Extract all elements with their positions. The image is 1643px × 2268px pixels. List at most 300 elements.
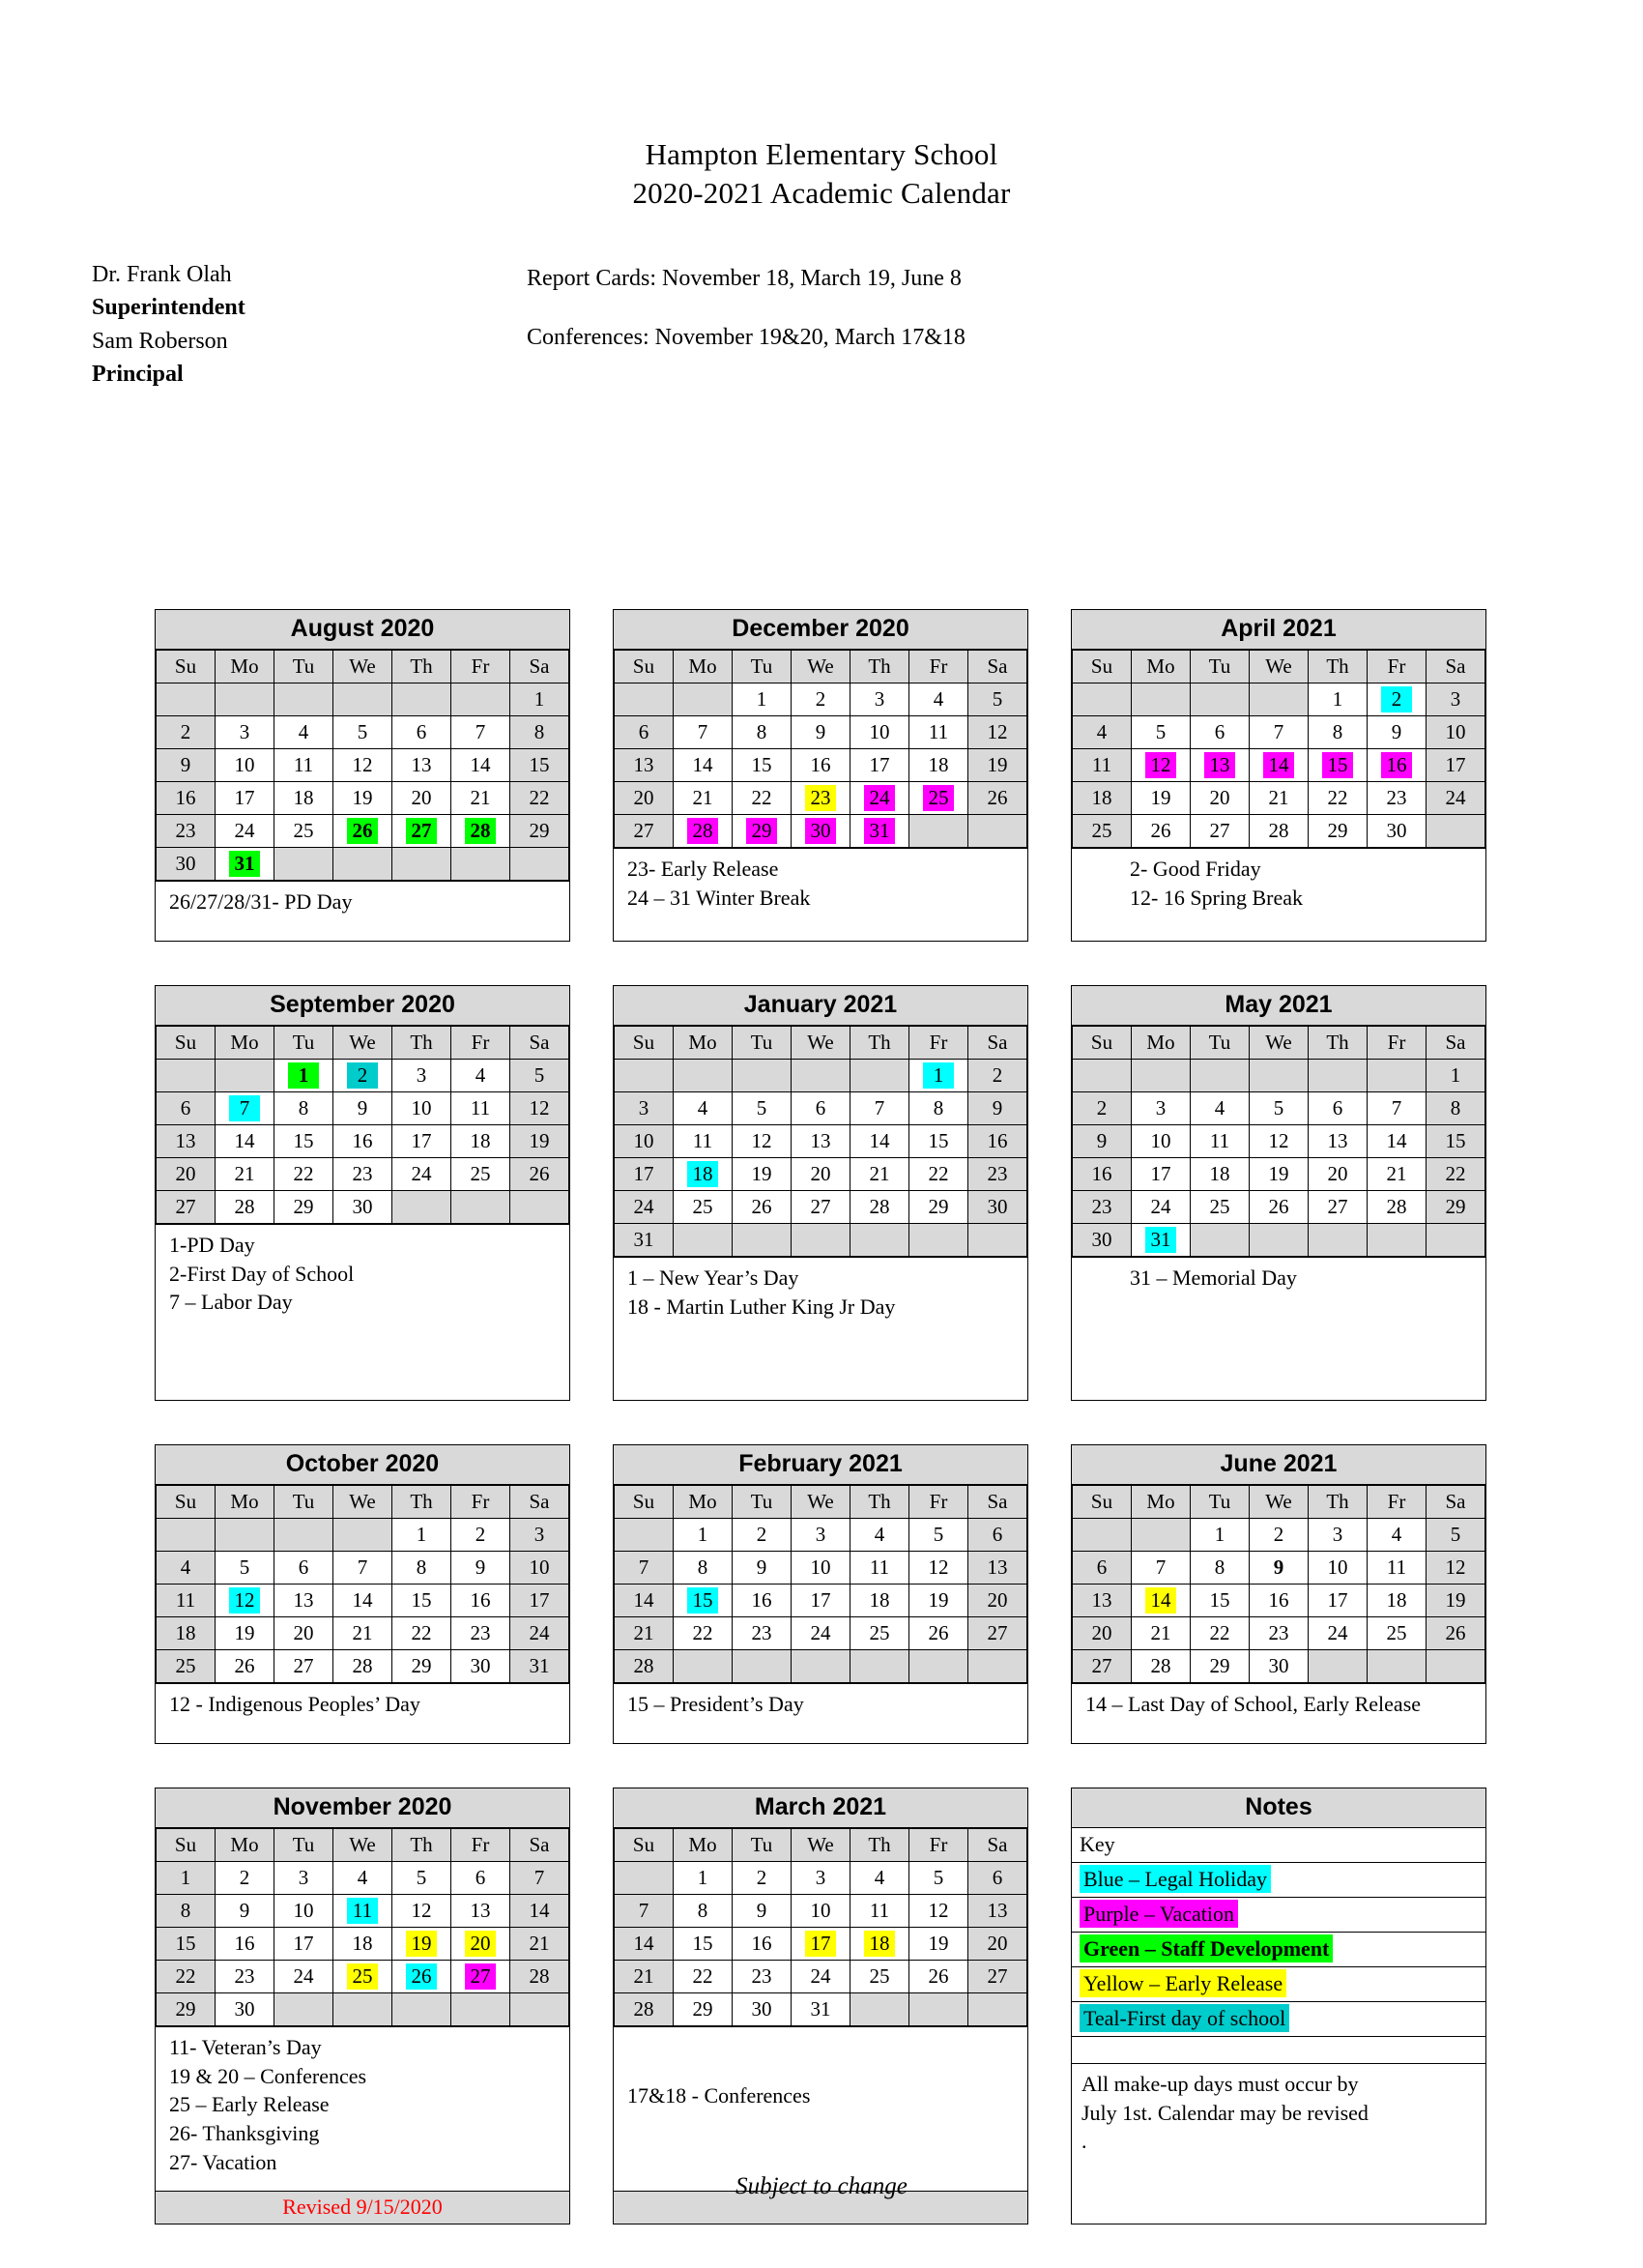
principal-title: Principal xyxy=(92,361,184,387)
day-number: 14 xyxy=(633,1932,654,1956)
weekday-header: We xyxy=(333,1027,392,1060)
day-cell xyxy=(392,1585,451,1617)
day-cell xyxy=(1427,1585,1485,1617)
day-number: 4 xyxy=(475,1063,486,1088)
day-cell-empty xyxy=(1309,1650,1368,1683)
day-number: 13 xyxy=(810,1129,831,1153)
day-cell-empty xyxy=(1132,683,1191,716)
day-cell xyxy=(392,1552,451,1585)
day-number: 14 xyxy=(869,1129,890,1153)
day-cell xyxy=(733,683,792,716)
month-note-line: 19 & 20 – Conferences xyxy=(169,2063,367,2088)
day-number: 19 xyxy=(1150,786,1171,810)
day-number: 20 xyxy=(411,786,432,810)
day-cell xyxy=(392,782,451,815)
month-block xyxy=(613,1788,1028,2224)
day-number: 22 xyxy=(529,786,550,810)
day-cell xyxy=(510,1617,569,1650)
day-number: 24 xyxy=(633,1195,654,1219)
day-number: 10 xyxy=(293,1899,314,1923)
day-number: 30 xyxy=(1268,1654,1289,1678)
day-cell-empty xyxy=(451,1993,510,2026)
month-block xyxy=(1071,609,1486,942)
month-note-line: 18 - Martin Luther King Jr Day xyxy=(627,1294,896,1319)
day-cell xyxy=(615,1961,674,1993)
day-cell xyxy=(157,1862,216,1895)
day-cell xyxy=(510,1519,569,1552)
day-cell-empty xyxy=(674,683,733,716)
month-note-line: 1-PD Day xyxy=(169,1233,255,1257)
day-number: 23 xyxy=(987,1162,1008,1186)
day-number: 21 xyxy=(470,786,491,810)
day-cell xyxy=(451,1650,510,1683)
day-number: 19 xyxy=(234,1621,255,1645)
day-cell xyxy=(1132,1650,1191,1683)
day-number: 18 xyxy=(293,786,314,810)
day-cell xyxy=(157,1617,216,1650)
day-number: 13 xyxy=(1091,1588,1112,1613)
day-number: 16 xyxy=(1268,1588,1289,1613)
notice-spacer xyxy=(527,296,966,321)
day-cell xyxy=(157,1895,216,1928)
day-number: 19 xyxy=(751,1162,772,1186)
day-cell xyxy=(1132,815,1191,848)
day-number: 25 xyxy=(1091,819,1112,843)
day-number: 7 xyxy=(638,1899,649,1923)
day-cell xyxy=(1250,749,1309,782)
day-cell-empty xyxy=(850,1060,909,1092)
day-cell xyxy=(216,815,274,848)
day-cell-empty xyxy=(510,1993,569,2026)
day-cell-empty xyxy=(792,1650,850,1683)
day-cell xyxy=(1191,1158,1250,1191)
day-cell xyxy=(1427,1519,1485,1552)
weekday-header: Su xyxy=(157,1829,216,1862)
day-number: 14 xyxy=(1263,752,1294,778)
day-cell xyxy=(615,1650,674,1683)
day-cell-empty xyxy=(510,1191,569,1224)
month-table xyxy=(1072,1485,1485,1683)
day-number: 25 xyxy=(869,1964,890,1989)
day-number: 6 xyxy=(416,720,427,744)
day-cell xyxy=(1368,1092,1427,1125)
day-cell xyxy=(451,716,510,749)
day-number: 22 xyxy=(293,1162,314,1186)
key-item xyxy=(1072,1862,1485,1897)
day-number: 30 xyxy=(751,1997,772,2021)
day-number: 7 xyxy=(475,720,486,744)
day-number: 15 xyxy=(687,1587,718,1614)
day-cell xyxy=(333,1928,392,1961)
day-cell xyxy=(1191,782,1250,815)
day-cell-empty xyxy=(674,1224,733,1257)
day-number: 12 xyxy=(1268,1129,1289,1153)
month-notes xyxy=(614,1683,1027,1743)
month-notes xyxy=(1072,848,1485,919)
day-number: 2 xyxy=(180,720,191,744)
day-cell xyxy=(615,1993,674,2026)
day-cell xyxy=(909,1060,968,1092)
day-cell xyxy=(733,1928,792,1961)
day-cell xyxy=(274,1650,333,1683)
month-block xyxy=(1071,985,1486,1401)
month-note-line: 27- Vacation xyxy=(169,2149,277,2174)
day-number: 7 xyxy=(229,1095,260,1121)
key-blank-row xyxy=(1072,2036,1485,2063)
day-cell-empty xyxy=(1132,1519,1191,1552)
day-number: 4 xyxy=(933,687,944,712)
day-cell-empty xyxy=(909,1650,968,1683)
day-number: 13 xyxy=(293,1588,314,1613)
month-note-line: 24 – 31 Winter Break xyxy=(627,885,811,910)
month-notes xyxy=(156,2026,569,2191)
key-swatch-label: Yellow – Early Release xyxy=(1080,1969,1286,1997)
day-cell xyxy=(1132,1158,1191,1191)
day-number: 8 xyxy=(697,1899,708,1923)
day-cell xyxy=(968,1519,1027,1552)
weekday-header: Mo xyxy=(1132,1027,1191,1060)
day-cell xyxy=(615,1895,674,1928)
day-cell xyxy=(510,749,569,782)
day-number: 23 xyxy=(751,1621,772,1645)
day-number: 25 xyxy=(347,1963,378,1990)
day-number: 14 xyxy=(1145,1587,1176,1614)
day-number: 1 xyxy=(288,1062,319,1089)
day-number: 12 xyxy=(352,753,373,777)
day-cell-empty xyxy=(674,1650,733,1683)
revised-banner: Revised 9/15/2020 xyxy=(156,2191,569,2224)
month-note-line: 31 – Memorial Day xyxy=(1130,1265,1297,1290)
day-cell xyxy=(1132,1191,1191,1224)
day-number: 22 xyxy=(692,1621,713,1645)
day-cell xyxy=(733,1552,792,1585)
day-cell xyxy=(850,1552,909,1585)
month-title: May 2021 xyxy=(1072,986,1485,1026)
day-number: 28 xyxy=(633,1654,654,1678)
day-cell xyxy=(216,782,274,815)
day-cell xyxy=(333,1862,392,1895)
day-number: 5 xyxy=(933,1866,944,1890)
day-cell xyxy=(333,1092,392,1125)
day-cell xyxy=(733,1993,792,2026)
column-gap xyxy=(570,985,613,1401)
day-cell xyxy=(274,815,333,848)
day-number: 4 xyxy=(180,1556,191,1580)
day-number: 3 xyxy=(874,687,885,712)
day-number: 2 xyxy=(1381,686,1412,712)
day-cell xyxy=(1427,716,1485,749)
weekday-header: Su xyxy=(615,1829,674,1862)
day-number: 18 xyxy=(352,1932,373,1956)
day-number: 3 xyxy=(815,1866,826,1890)
day-cell xyxy=(1250,1125,1309,1158)
day-number: 18 xyxy=(869,1588,890,1613)
day-cell xyxy=(968,1585,1027,1617)
key-item xyxy=(1072,1932,1485,1966)
day-cell xyxy=(1191,815,1250,848)
month-note-line: 25 – Early Release xyxy=(169,2092,330,2117)
day-cell xyxy=(909,716,968,749)
school-name: Hampton Elementary School xyxy=(645,137,998,171)
weekday-header: Th xyxy=(392,651,451,683)
day-cell xyxy=(1073,1092,1132,1125)
day-cell xyxy=(1427,683,1485,716)
day-cell xyxy=(1368,815,1427,848)
day-number: 13 xyxy=(1327,1129,1348,1153)
day-cell xyxy=(674,1928,733,1961)
day-number: 18 xyxy=(1386,1588,1407,1613)
day-cell xyxy=(909,749,968,782)
weekday-header: We xyxy=(792,1829,850,1862)
day-cell xyxy=(510,782,569,815)
day-cell xyxy=(674,1552,733,1585)
day-cell xyxy=(615,1585,674,1617)
day-cell xyxy=(1191,1092,1250,1125)
day-number: 8 xyxy=(1214,1556,1225,1580)
day-cell xyxy=(157,1552,216,1585)
day-cell xyxy=(1191,1617,1250,1650)
page-title xyxy=(0,135,1643,212)
day-number: 30 xyxy=(805,818,836,844)
day-number: 11 xyxy=(347,1898,378,1924)
day-cell xyxy=(792,815,850,848)
day-cell xyxy=(909,1191,968,1224)
day-cell xyxy=(792,1961,850,1993)
day-number: 25 xyxy=(869,1621,890,1645)
day-cell xyxy=(274,1585,333,1617)
day-cell xyxy=(615,1617,674,1650)
day-number: 1 xyxy=(1214,1523,1225,1547)
weekday-header: We xyxy=(792,1486,850,1519)
day-cell xyxy=(157,716,216,749)
day-number: 5 xyxy=(933,1523,944,1547)
day-cell xyxy=(216,1585,274,1617)
day-cell xyxy=(968,1928,1027,1961)
day-cell xyxy=(909,1961,968,1993)
day-cell xyxy=(792,749,850,782)
weekday-header: Sa xyxy=(510,651,569,683)
day-number: 21 xyxy=(692,786,713,810)
day-cell-empty xyxy=(909,1993,968,2026)
weekday-header: Th xyxy=(392,1486,451,1519)
weekday-header: Sa xyxy=(510,1829,569,1862)
day-cell xyxy=(1073,1158,1132,1191)
day-cell-empty xyxy=(968,815,1027,848)
day-cell xyxy=(216,1961,274,1993)
day-cell xyxy=(792,1125,850,1158)
day-number: 27 xyxy=(1209,819,1230,843)
day-number: 23 xyxy=(805,785,836,811)
day-cell xyxy=(909,1552,968,1585)
day-cell xyxy=(392,749,451,782)
day-cell xyxy=(333,1158,392,1191)
day-number: 5 xyxy=(357,720,368,744)
day-cell xyxy=(674,1617,733,1650)
day-number: 14 xyxy=(529,1899,550,1923)
day-number: 11 xyxy=(928,720,949,744)
day-number: 21 xyxy=(1150,1621,1171,1645)
day-number: 2 xyxy=(815,687,826,712)
day-cell-empty xyxy=(968,1993,1027,2026)
day-cell xyxy=(1132,1125,1191,1158)
day-number: 19 xyxy=(1445,1588,1466,1613)
month-note-line: 15 – President’s Day xyxy=(627,1692,804,1716)
day-cell-empty xyxy=(157,683,216,716)
day-cell-empty xyxy=(1427,1650,1485,1683)
day-cell xyxy=(392,716,451,749)
notes-footer xyxy=(1072,2063,1485,2164)
day-cell xyxy=(615,815,674,848)
day-cell xyxy=(733,1092,792,1125)
day-cell-empty xyxy=(216,1519,274,1552)
day-cell xyxy=(733,1191,792,1224)
day-cell xyxy=(392,1617,451,1650)
day-number: 27 xyxy=(810,1195,831,1219)
key-item xyxy=(1072,2001,1485,2036)
day-number: 3 xyxy=(1155,1096,1167,1120)
day-cell xyxy=(1309,1158,1368,1191)
day-cell xyxy=(451,815,510,848)
day-number: 22 xyxy=(1209,1621,1230,1645)
day-number: 15 xyxy=(1322,752,1353,778)
column-gap xyxy=(570,1788,613,2224)
day-number: 10 xyxy=(633,1129,654,1153)
day-cell-empty xyxy=(1073,683,1132,716)
day-number: 1 xyxy=(756,687,767,712)
day-number: 22 xyxy=(692,1964,713,1989)
weekday-header: We xyxy=(1250,651,1309,683)
column-gap xyxy=(1028,1788,1071,2224)
day-cell xyxy=(850,1862,909,1895)
day-number: 27 xyxy=(633,819,654,843)
weekday-header: Sa xyxy=(968,651,1027,683)
day-cell xyxy=(1368,782,1427,815)
day-number: 26 xyxy=(987,786,1008,810)
month-table xyxy=(614,1828,1027,2026)
day-number: 12 xyxy=(928,1899,949,1923)
day-number: 8 xyxy=(756,720,767,744)
day-number: 2 xyxy=(756,1523,767,1547)
day-cell xyxy=(157,848,216,881)
day-number: 18 xyxy=(928,753,949,777)
day-cell xyxy=(674,1993,733,2026)
day-number: 17 xyxy=(1445,753,1466,777)
day-number: 26 xyxy=(529,1162,550,1186)
day-cell xyxy=(1191,1585,1250,1617)
month-note-line: 14 – Last Day of School, Early Release xyxy=(1085,1692,1422,1716)
day-cell xyxy=(1132,1092,1191,1125)
day-cell xyxy=(792,716,850,749)
day-number: 1 xyxy=(1450,1063,1461,1088)
day-cell xyxy=(510,1585,569,1617)
month-table xyxy=(614,1026,1027,1257)
day-number: 8 xyxy=(298,1096,309,1120)
day-cell-empty xyxy=(333,683,392,716)
day-number: 24 xyxy=(810,1621,831,1645)
day-number: 2 xyxy=(347,1062,378,1089)
day-number: 18 xyxy=(1209,1162,1230,1186)
day-number: 25 xyxy=(470,1162,491,1186)
day-number: 2 xyxy=(475,1523,486,1547)
day-cell xyxy=(850,1617,909,1650)
day-number: 8 xyxy=(1332,720,1343,744)
day-cell xyxy=(850,1961,909,1993)
day-number: 4 xyxy=(1391,1523,1402,1547)
day-cell xyxy=(216,1191,274,1224)
day-number: 25 xyxy=(1209,1195,1230,1219)
day-cell-empty xyxy=(733,1650,792,1683)
month-table xyxy=(1072,1026,1485,1257)
day-cell-empty xyxy=(1073,1060,1132,1092)
weekday-header: Mo xyxy=(1132,651,1191,683)
day-number: 24 xyxy=(810,1964,831,1989)
day-cell-empty xyxy=(274,683,333,716)
day-number: 27 xyxy=(1327,1195,1348,1219)
weekday-header: Th xyxy=(850,1486,909,1519)
day-cell xyxy=(1368,1585,1427,1617)
day-cell xyxy=(451,1060,510,1092)
day-cell xyxy=(1427,1191,1485,1224)
day-cell-empty xyxy=(733,1224,792,1257)
day-number: 17 xyxy=(234,786,255,810)
day-cell xyxy=(850,749,909,782)
day-cell xyxy=(1309,683,1368,716)
day-number: 5 xyxy=(1450,1523,1461,1547)
day-number: 16 xyxy=(470,1588,491,1613)
day-cell xyxy=(451,1862,510,1895)
day-cell xyxy=(909,1519,968,1552)
day-number: 17 xyxy=(529,1588,550,1613)
day-cell xyxy=(274,782,333,815)
day-number: 6 xyxy=(992,1523,1003,1547)
day-number: 26 xyxy=(406,1963,437,1990)
day-cell-empty xyxy=(1309,1224,1368,1257)
day-cell xyxy=(733,1862,792,1895)
day-number: 7 xyxy=(1155,1556,1167,1580)
month-note-line: 12 - Indigenous Peoples’ Day xyxy=(169,1692,420,1716)
day-cell xyxy=(674,1585,733,1617)
day-cell-empty xyxy=(909,815,968,848)
day-number: 6 xyxy=(298,1556,309,1580)
day-cell xyxy=(850,683,909,716)
day-cell xyxy=(1368,1519,1427,1552)
day-cell xyxy=(392,1060,451,1092)
day-number: 14 xyxy=(692,753,713,777)
day-cell-empty xyxy=(1191,1060,1250,1092)
day-number: 23 xyxy=(1091,1195,1112,1219)
day-cell xyxy=(392,1650,451,1683)
key-item xyxy=(1072,1897,1485,1932)
day-number: 21 xyxy=(633,1621,654,1645)
weekday-header: Su xyxy=(1073,651,1132,683)
day-cell xyxy=(1191,1191,1250,1224)
day-cell xyxy=(850,1125,909,1158)
column-gap xyxy=(1028,1444,1071,1744)
day-number: 16 xyxy=(352,1129,373,1153)
day-cell xyxy=(333,1650,392,1683)
day-cell-empty xyxy=(615,1862,674,1895)
day-number: 30 xyxy=(470,1654,491,1678)
day-number: 14 xyxy=(470,753,491,777)
day-number: 29 xyxy=(175,1997,196,2021)
day-cell xyxy=(909,782,968,815)
day-number: 10 xyxy=(411,1096,432,1120)
column-gap xyxy=(570,1444,613,1744)
day-cell-empty xyxy=(1368,1224,1427,1257)
day-cell xyxy=(333,716,392,749)
day-cell xyxy=(968,683,1027,716)
weekday-header: Fr xyxy=(1368,1027,1427,1060)
